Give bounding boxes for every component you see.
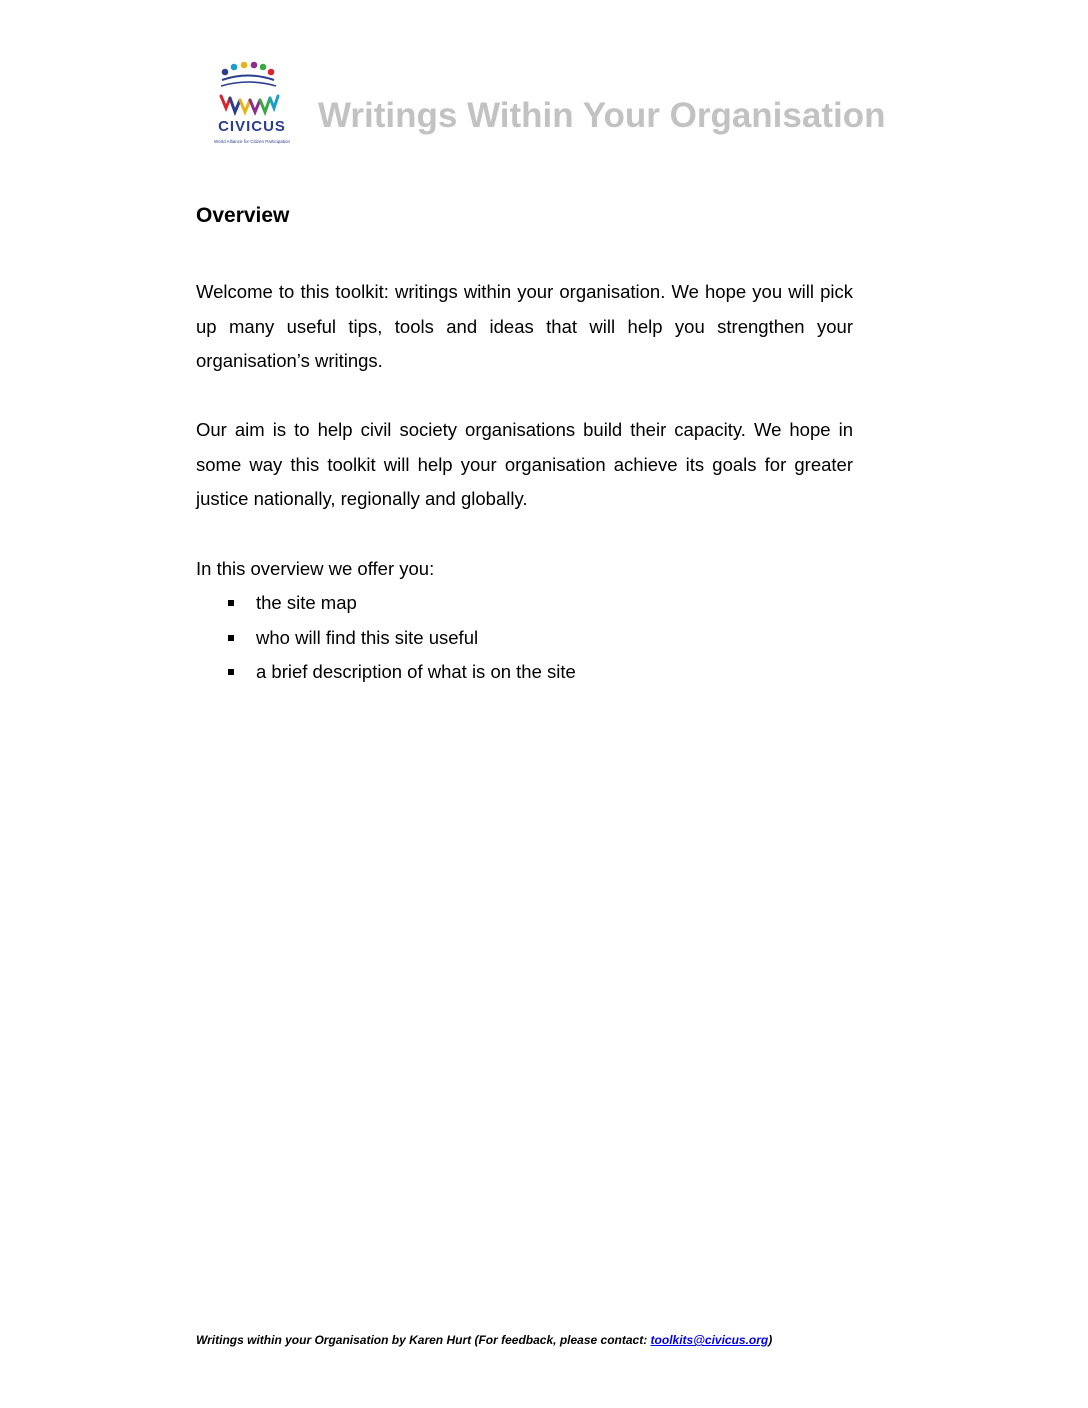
logo-wordmark: CIVICUS <box>218 118 286 135</box>
footer-closing: ) <box>768 1333 773 1347</box>
list-item <box>196 655 576 690</box>
civicus-emblem-icon <box>213 60 291 116</box>
section-heading: Overview <box>196 204 290 227</box>
list-item <box>196 621 576 656</box>
list-item-text: who will find this site useful <box>256 626 479 648</box>
list-item <box>196 586 576 621</box>
aim-paragraph: Our aim is to help civil society organisations build their capacity. We hope in some way this toolkit will help your organisation achieve its goals for greater justice nationally, regionally and globally. <box>196 419 853 509</box>
list-item-text: the site map <box>256 592 357 613</box>
footer-text: Writings within your Organisation by Karen Hurt (For feedback, please contact: <box>196 1333 651 1347</box>
list-item-text: a brief description of what is on the site <box>256 661 576 682</box>
overview-lead-paragraph: In this overview we offer you: <box>196 558 435 579</box>
page-footer <box>196 1333 772 1347</box>
square-bullet-icon <box>228 635 234 641</box>
overview-bullet-list <box>196 586 576 690</box>
feedback-email-link[interactable]: toolkits@civicus.org <box>650 1333 769 1347</box>
intro-paragraph: Welcome to this toolkit: writings within your organisation. We hope you will pick up many useful tips, tools and ideas that will help you strengthen your organisation’s writings. <box>196 281 853 371</box>
logo-tagline: World Alliance for Citizen Participation <box>214 139 290 144</box>
square-bullet-icon <box>228 600 234 606</box>
document-title: Writings Within Your Organisation <box>318 96 886 135</box>
square-bullet-icon <box>228 669 234 675</box>
civicus-logo <box>213 60 291 148</box>
